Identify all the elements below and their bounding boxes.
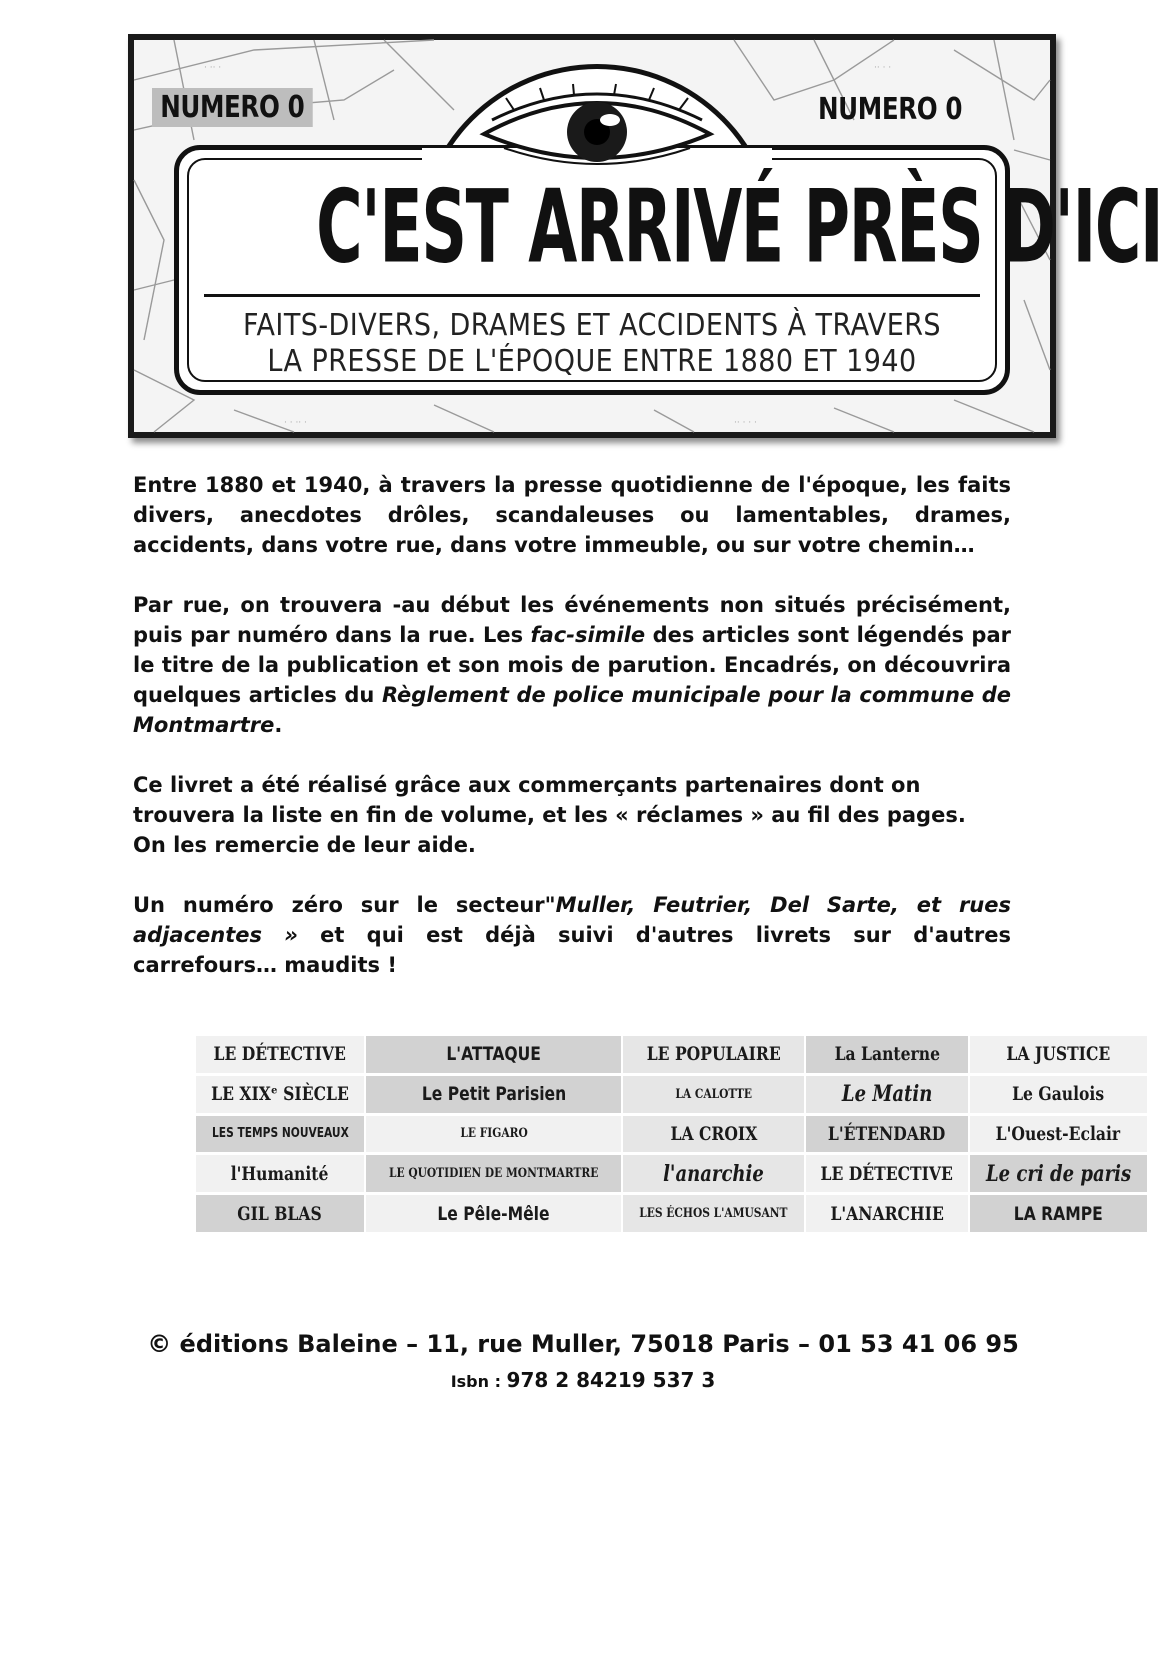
isbn-label: Isbn : xyxy=(450,1372,507,1391)
masthead xyxy=(196,1195,364,1232)
masthead xyxy=(623,1116,804,1153)
eye-illustration xyxy=(474,90,720,170)
masthead xyxy=(970,1155,1147,1192)
masthead xyxy=(366,1076,621,1113)
masthead-title: l'anarchie xyxy=(663,1160,765,1187)
masthead xyxy=(970,1036,1147,1073)
masthead-title: Le Petit Parisien xyxy=(421,1083,566,1106)
map-scribble: ·· · · · xyxy=(734,418,757,428)
masthead xyxy=(970,1195,1147,1232)
masthead-title: L'Ouest-Eclair xyxy=(995,1122,1121,1145)
masthead xyxy=(970,1116,1147,1153)
masthead xyxy=(623,1155,804,1192)
title-banner xyxy=(128,34,1163,438)
masthead-title: LE POPULAIRE xyxy=(646,1043,781,1066)
map-scribble: ·· · · xyxy=(874,63,892,73)
masthead-title: Le Pêle-Mêle xyxy=(437,1202,550,1225)
emphasis-reglement: Règlement de police municipale pour la commune de Montmartre xyxy=(133,683,1012,737)
masthead-title: LA JUSTICE xyxy=(1006,1043,1110,1066)
masthead xyxy=(623,1195,804,1232)
masthead xyxy=(806,1155,967,1192)
masthead xyxy=(196,1116,364,1153)
masthead xyxy=(623,1036,804,1073)
masthead xyxy=(196,1076,364,1113)
paragraph-numero-zero-text: et qui est déjà suivi d'autres livrets sur d'autres carrefours… maudits ! xyxy=(133,923,1011,977)
masthead xyxy=(806,1036,967,1073)
masthead-title: LA RAMPE xyxy=(1013,1202,1103,1225)
masthead xyxy=(806,1116,967,1153)
emphasis-secteur: Muller, Feutrier, Del Sarte, et rues adjacentes » xyxy=(133,893,1011,947)
masthead-title: L'ÉTENDARD xyxy=(828,1122,946,1145)
isbn-value: 978 2 84219 537 3 xyxy=(506,1368,716,1392)
masthead xyxy=(623,1076,804,1113)
masthead-title: LE DÉTECTIVE xyxy=(820,1162,953,1185)
masthead-title: L'ANARCHIE xyxy=(830,1202,944,1225)
paragraph-numero-zero xyxy=(133,890,1011,980)
issue-number-left: NUMERO 0 xyxy=(152,88,313,127)
paragraph-organisation-text: Par rue, on trouvera -au début les événements non situés précisément, puis par numéro dans la rue. Les xyxy=(133,593,1011,647)
masthead-title: LE QUOTIDIEN DE MONTMARTRE xyxy=(388,1166,599,1182)
paragraph-intro-text: Entre 1880 et 1940, à travers la presse quotidienne de l'époque, les faits divers, anecdotes drôles, scandaleuses ou lamentables, drames, accidents, dans votre rue, dans votre immeuble, ou sur votre chemin… xyxy=(133,473,1011,557)
masthead xyxy=(806,1195,967,1232)
masthead-title: LE FIGARO xyxy=(459,1126,528,1142)
masthead xyxy=(196,1155,364,1192)
banner-subtitle-line2: LA PRESSE DE L'ÉPOQUE ENTRE 1880 ET 1940 xyxy=(267,344,917,379)
masthead-title: Le Gaulois xyxy=(1012,1083,1105,1106)
paragraph-thanks-text: On les remercie de leur aide. xyxy=(133,833,476,857)
paragraph-organisation-text: . xyxy=(274,713,283,737)
issue-number-right: NUMERO 0 xyxy=(818,92,963,127)
masthead xyxy=(806,1076,967,1113)
title-divider xyxy=(204,294,980,297)
publisher-info: © éditions Baleine – 11, rue Muller, 75018 Paris – 01 53 41 06 95 xyxy=(147,1330,1019,1358)
masthead-title: LES ÉCHOS L'AMUSANT xyxy=(639,1206,788,1222)
banner-subtitle-line1: FAITS-DIVERS, DRAMES ET ACCIDENTS À TRAVERS xyxy=(242,308,942,343)
map-scribble: · ·· · xyxy=(204,63,222,73)
paragraph-numero-zero-text: Un numéro zéro sur le secteur" xyxy=(133,893,556,917)
paragraph-partners-text: Ce livret a été réalisé grâce aux commerçants partenaires dont on trouvera la liste en fin de volume, et les « réclames » au fil des pages. xyxy=(133,773,966,827)
masthead xyxy=(366,1195,621,1232)
masthead-title: LE DÉTECTIVE xyxy=(213,1043,347,1066)
masthead xyxy=(970,1076,1147,1113)
intro-text xyxy=(133,470,1011,1010)
masthead xyxy=(366,1155,621,1192)
paragraph-organisation-text: des articles sont légendés par le titre de la publication et son mois de parution. Encadrés, on découvrira quelques articles du xyxy=(133,623,1011,707)
masthead-title: Le Matin xyxy=(841,1081,932,1108)
masthead-title: LE XIXᵉ SIÈCLE xyxy=(211,1083,349,1106)
paragraph-intro xyxy=(133,470,1011,560)
masthead-title: LA CALOTTE xyxy=(675,1086,753,1102)
masthead xyxy=(366,1036,621,1073)
masthead-title: LA CROIX xyxy=(670,1122,758,1145)
emphasis-fac-simile: fac-simile xyxy=(530,623,646,647)
masthead-title: La Lanterne xyxy=(834,1043,940,1066)
paragraph-partners xyxy=(133,770,1011,860)
paragraph-organisation xyxy=(133,590,1011,740)
newspaper-mastheads-collage xyxy=(196,1036,1131,1232)
masthead-title: LES TEMPS NOUVEAUX xyxy=(211,1126,349,1142)
banner-title: C'EST ARRIVÉ PRÈS D'ICI xyxy=(316,168,1163,286)
masthead-title: Le cri de paris xyxy=(985,1160,1131,1187)
masthead-title: GIL BLAS xyxy=(237,1202,323,1225)
masthead-title: L'ATTAQUE xyxy=(446,1043,541,1066)
map-scribble: · · ·· · xyxy=(284,418,307,428)
masthead-title: l'Humanité xyxy=(231,1162,329,1185)
masthead xyxy=(366,1116,621,1153)
masthead xyxy=(196,1036,364,1073)
isbn-line xyxy=(0,1368,1166,1392)
